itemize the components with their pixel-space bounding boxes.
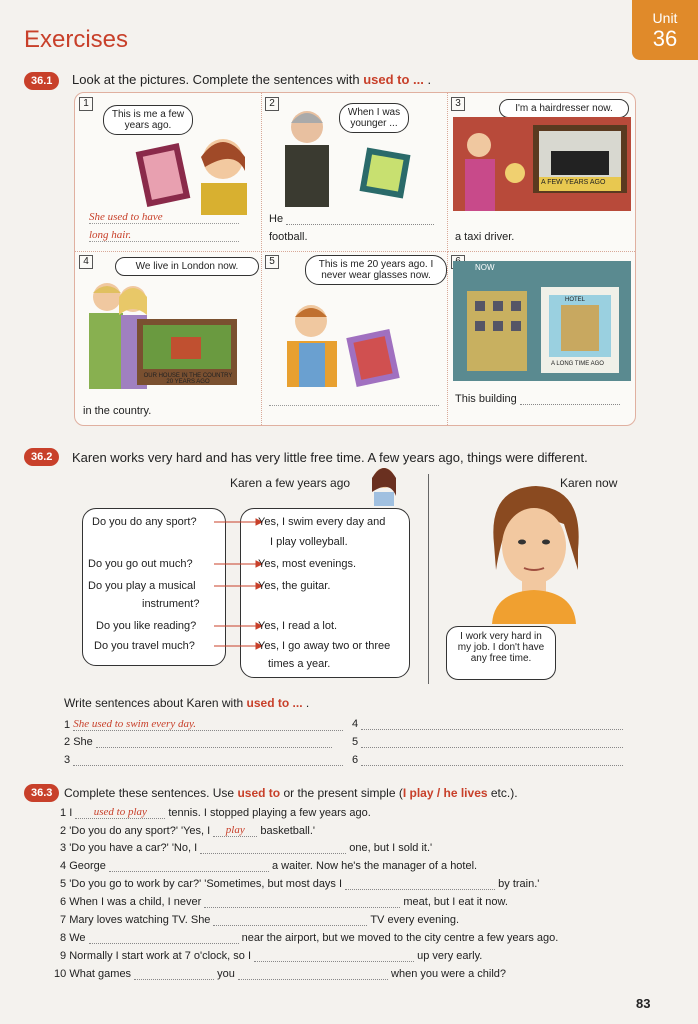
hotel-label: HOTEL bbox=[565, 297, 586, 303]
line-number: 4 bbox=[352, 718, 359, 730]
line-end: up very early. bbox=[414, 950, 483, 962]
line-start: 'Do you have a car?' 'No, I bbox=[69, 842, 201, 854]
now-label: NOW bbox=[475, 263, 495, 272]
answer-blank[interactable]: used to play bbox=[75, 806, 165, 819]
answer-1b: I play volleyball. bbox=[270, 536, 348, 548]
cell-number: 3 bbox=[451, 97, 465, 111]
picture-cell-2 bbox=[261, 93, 448, 252]
ex3-line-6 bbox=[60, 896, 508, 908]
line-number: 2 bbox=[64, 736, 71, 748]
line-mid: you bbox=[214, 968, 238, 980]
answer-blank[interactable] bbox=[520, 404, 620, 405]
exercise-1-instruction bbox=[72, 72, 431, 87]
line-number: 5 bbox=[352, 736, 359, 748]
picture-grid bbox=[74, 92, 636, 426]
answer-blank-b[interactable] bbox=[238, 979, 388, 980]
write-line-2 bbox=[64, 736, 332, 748]
answer-4: Yes, I read a lot. bbox=[258, 620, 338, 632]
ex3-line-9 bbox=[60, 950, 482, 962]
line-number: 2 bbox=[60, 825, 67, 837]
instr-text: Complete these sentences. Use bbox=[64, 786, 238, 800]
exercise-badge-1: 36.1 bbox=[24, 72, 59, 90]
sentence-start: He bbox=[269, 213, 284, 225]
cell-3-text bbox=[455, 231, 514, 243]
karen-now-portrait bbox=[478, 484, 590, 624]
exercise-2-instruction: Karen works very hard and has very little free time. A few years ago, things were different. bbox=[72, 450, 588, 465]
line-end: tennis. I stopped playing a few years ago. bbox=[165, 807, 371, 819]
answer-5: Yes, I go away two or three bbox=[258, 640, 391, 652]
write-line-1 bbox=[64, 718, 343, 731]
write-line-5 bbox=[352, 736, 623, 748]
bubble-line-3: any free time. bbox=[470, 653, 532, 664]
answer-2: Yes, most evenings. bbox=[258, 558, 357, 570]
picture-cell-4 bbox=[75, 251, 262, 425]
answer-blank[interactable] bbox=[361, 747, 623, 748]
answer-blank[interactable] bbox=[109, 871, 269, 872]
question-2: Do you go out much? bbox=[88, 558, 193, 570]
woman-photo-illustration bbox=[135, 127, 255, 215]
instruction-end: . bbox=[423, 72, 432, 87]
sentence-end: in the country. bbox=[83, 405, 152, 417]
answer-blank[interactable] bbox=[345, 889, 495, 890]
line-number: 4 bbox=[60, 860, 67, 872]
line-end: near the airport, but we moved to the city centre a few years ago. bbox=[238, 932, 559, 944]
instruction-text: Look at the pictures. Complete the sentences with bbox=[72, 72, 364, 87]
question-3: Do you play a musical bbox=[88, 580, 196, 592]
line-number: 8 bbox=[60, 932, 67, 944]
answer-blank[interactable] bbox=[204, 907, 400, 908]
answer-blank[interactable] bbox=[361, 729, 623, 730]
answer-blank[interactable]: play bbox=[213, 824, 257, 837]
line-end: when you were a child? bbox=[387, 968, 506, 980]
sentence-start: This building bbox=[455, 393, 517, 405]
answer-line-1b[interactable]: long hair. bbox=[89, 229, 239, 242]
unit-tab bbox=[632, 0, 698, 60]
karen-now-bubble bbox=[446, 626, 556, 680]
exercise-badge-2: 36.2 bbox=[24, 448, 59, 466]
answer-line-5[interactable] bbox=[269, 405, 439, 406]
speech-bubble: When I was younger ... bbox=[339, 103, 409, 133]
line-number: 1 bbox=[60, 807, 67, 819]
hairdresser-illustration bbox=[453, 117, 633, 211]
couple-photo-illustration bbox=[79, 275, 259, 389]
photo-sign: OUR HOUSE IN THE COUNTRY 20 YEARS AGO bbox=[143, 373, 233, 385]
line-number: 3 bbox=[64, 754, 71, 766]
exercise-badge-3: 36.3 bbox=[24, 784, 59, 802]
instr-mid: or the present simple ( bbox=[280, 786, 403, 800]
answer-blank[interactable] bbox=[254, 961, 414, 962]
speech-bubble: I'm a hairdresser now. bbox=[499, 99, 629, 118]
picture-cell-5 bbox=[261, 251, 448, 425]
line-end: one, but I sold it.' bbox=[346, 842, 433, 854]
speech-bubble: This is me 20 years ago. I never wear glasses now. bbox=[305, 255, 447, 285]
ex3-line-1 bbox=[60, 806, 371, 819]
bubble-line-1: I work very hard in bbox=[460, 631, 542, 642]
line-end: by train.' bbox=[495, 878, 540, 890]
answer-3: Yes, the guitar. bbox=[258, 580, 331, 592]
line-start: She bbox=[73, 736, 93, 748]
line-number: 7 bbox=[60, 914, 67, 926]
line-number: 5 bbox=[60, 878, 67, 890]
line-start: 'Do you do any sport?' 'Yes, I bbox=[69, 825, 214, 837]
sentence-end: football. bbox=[269, 231, 308, 243]
write-line-4 bbox=[352, 718, 623, 730]
ex3-line-2 bbox=[60, 824, 315, 837]
line-number: 1 bbox=[64, 719, 71, 731]
answer-blank[interactable] bbox=[73, 765, 343, 766]
picture-cell-6 bbox=[447, 251, 635, 425]
photo-sign: A LONG TIME AGO bbox=[551, 361, 604, 367]
page-number: 83 bbox=[636, 996, 651, 1011]
answer-1: Yes, I swim every day and bbox=[258, 516, 386, 528]
question-3b: instrument? bbox=[142, 598, 200, 610]
answer-blank-a[interactable] bbox=[134, 979, 214, 980]
exercise-3-instruction bbox=[64, 786, 518, 800]
question-5: Do you travel much? bbox=[94, 640, 195, 652]
sentence-end: a taxi driver. bbox=[455, 231, 515, 243]
answer-blank[interactable] bbox=[286, 224, 434, 225]
ex3-line-5 bbox=[60, 878, 539, 890]
answer-blank[interactable] bbox=[89, 943, 239, 944]
instr-hl-2: I play / he lives bbox=[402, 786, 488, 800]
line-end: basketball.' bbox=[257, 825, 316, 837]
write-line-6 bbox=[352, 754, 623, 766]
line-start: I bbox=[69, 807, 76, 819]
ex3-line-8 bbox=[60, 932, 558, 944]
write-line-3 bbox=[64, 754, 343, 766]
line-start: When I was a child, I never bbox=[69, 896, 205, 908]
cell-2-text-2 bbox=[269, 231, 308, 243]
line-number: 10 bbox=[54, 968, 67, 980]
line-start: We bbox=[69, 932, 89, 944]
answer-5b: times a year. bbox=[268, 658, 331, 670]
write-end: . bbox=[302, 696, 310, 710]
line-number: 6 bbox=[352, 754, 359, 766]
cell-number: 1 bbox=[79, 97, 93, 111]
answer-blank[interactable] bbox=[96, 747, 332, 748]
line-end: meat, but I eat it now. bbox=[400, 896, 508, 908]
bubble-line-2: my job. I don't have bbox=[457, 642, 545, 653]
speech-bubble: This is me a few years ago. bbox=[103, 105, 193, 135]
instr-end: etc.). bbox=[487, 786, 518, 800]
photo-sign: A FEW YEARS AGO bbox=[541, 179, 606, 186]
line-number: 6 bbox=[60, 896, 67, 908]
answer-line-1a[interactable]: She used to have bbox=[89, 211, 239, 224]
write-text: Write sentences about Karen with bbox=[64, 696, 247, 710]
cell-number: 4 bbox=[79, 255, 93, 269]
question-1: Do you do any sport? bbox=[92, 516, 197, 528]
line-end: a waiter. Now he's the manager of a hotel. bbox=[268, 860, 478, 872]
karen-past-label: Karen a few years ago bbox=[230, 476, 351, 490]
line-end: TV every evening. bbox=[367, 914, 459, 926]
cell-number: 5 bbox=[265, 255, 279, 269]
ex3-line-7 bbox=[60, 914, 459, 926]
line-start: What games bbox=[69, 968, 135, 980]
page-title: Exercises bbox=[24, 26, 129, 53]
answer-blank[interactable] bbox=[213, 925, 367, 926]
cell-6-text bbox=[455, 393, 620, 405]
cell-4-text bbox=[83, 405, 151, 417]
ex3-line-10 bbox=[54, 968, 506, 980]
divider bbox=[428, 474, 429, 684]
speech-bubble: We live in London now. bbox=[115, 257, 259, 276]
cell-2-text-1 bbox=[269, 213, 434, 225]
building-illustration bbox=[453, 261, 631, 381]
line-number: 9 bbox=[60, 950, 67, 962]
line-start: Mary loves watching TV. She bbox=[69, 914, 214, 926]
ex3-line-3 bbox=[60, 842, 432, 854]
cell-number: 2 bbox=[265, 97, 279, 111]
line-start: Normally I start work at 7 o'clock, so I bbox=[69, 950, 255, 962]
write-highlight: used to ... bbox=[246, 696, 303, 710]
old-man-illustration bbox=[271, 101, 421, 211]
answer-blank[interactable]: She used to swim every day. bbox=[73, 718, 343, 731]
line-start: George bbox=[69, 860, 109, 872]
ex3-line-4 bbox=[60, 860, 477, 872]
write-instruction bbox=[64, 696, 309, 710]
answer-blank[interactable] bbox=[200, 853, 346, 854]
karen-young-icon bbox=[366, 462, 402, 508]
man-photo-illustration bbox=[267, 293, 437, 389]
line-start: 'Do you go to work by car?' 'Sometimes, but most days I bbox=[69, 878, 346, 890]
picture-cell-3 bbox=[447, 93, 635, 252]
line-number: 3 bbox=[60, 842, 67, 854]
karen-now-label: Karen now bbox=[560, 476, 618, 490]
answer-blank[interactable] bbox=[361, 765, 623, 766]
instruction-highlight: used to ... bbox=[363, 72, 424, 87]
picture-cell-1 bbox=[75, 93, 262, 252]
unit-label: Unit bbox=[652, 10, 678, 26]
unit-number: 36 bbox=[652, 26, 678, 51]
question-4: Do you like reading? bbox=[96, 620, 197, 632]
instr-hl-1: used to bbox=[237, 786, 281, 800]
